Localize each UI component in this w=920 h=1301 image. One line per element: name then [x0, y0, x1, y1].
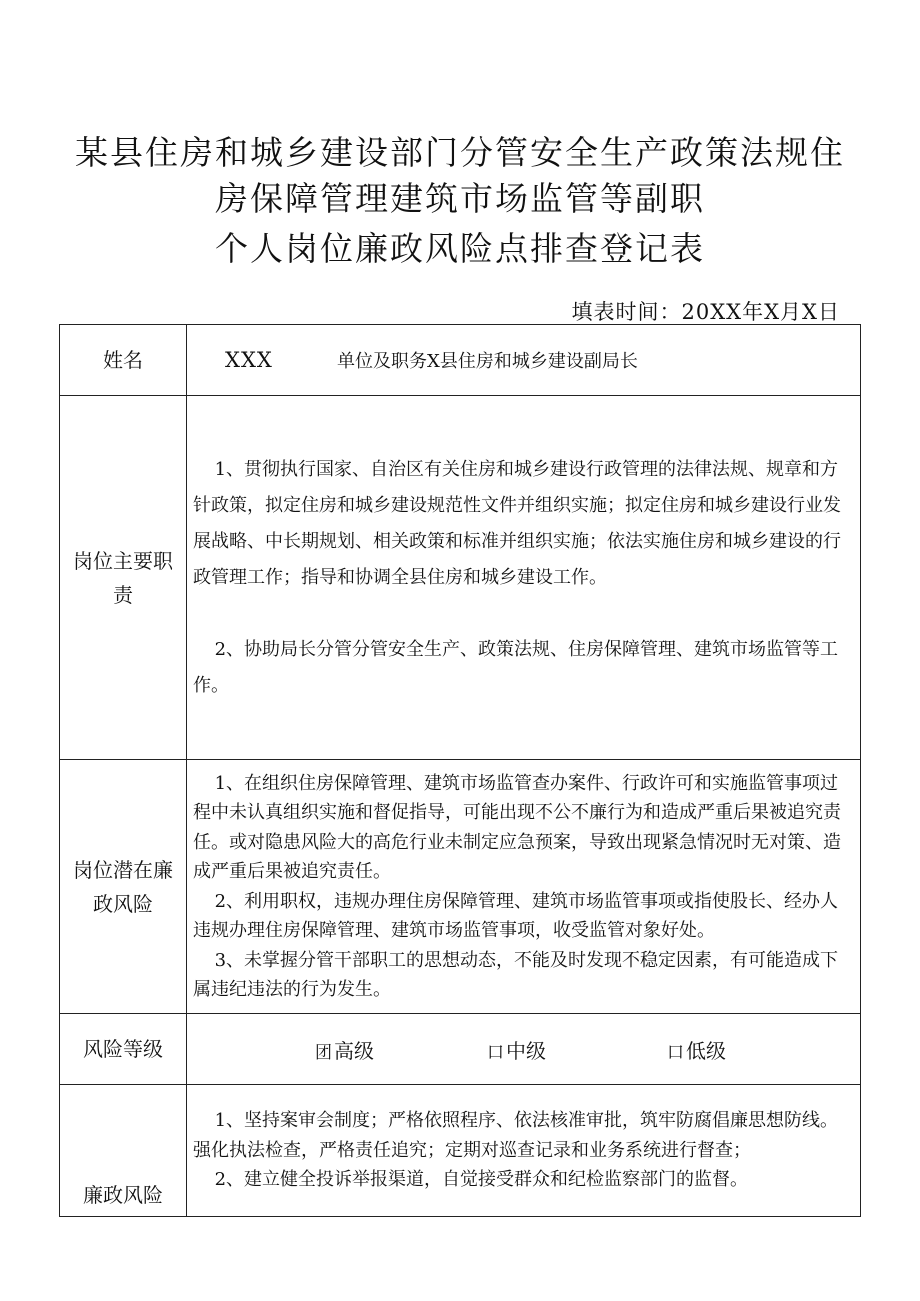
duties-label: 岗位主要职责 [60, 396, 187, 760]
name-label: 姓名 [60, 325, 187, 396]
checked-box-icon: 团 [315, 1042, 332, 1063]
checkbox-icon: 口 [667, 1042, 684, 1063]
duty-item: 2、协助局长分管分管安全生产、政策法规、住房保障管理、建筑市场监管等工作。 [193, 638, 839, 696]
risks-row [60, 760, 861, 1014]
name-value: XXX [225, 348, 273, 372]
duty-item: 1、贯彻执行国家、自治区有关住房和城乡建设行政管理的法律法规、规章和方针政策，拟定住房和城乡建设规范性文件并组织实施；拟定住房和城乡建设行业发展战略、中长期规划、相关政策和标准并组织实施；依法实施住房和城乡建设的行政管理工作；指导和协调全县住房和城乡建设工作。 [193, 458, 841, 588]
risk-level-medium[interactable] [487, 1035, 667, 1064]
risk-item: 3、未掌握分管干部职工的思想动态，不能及时发现不稳定因素，有可能造成下属违纪违法的行为发生。 [193, 949, 839, 1000]
measures-row [60, 1085, 861, 1217]
risk-level-options [187, 1014, 861, 1085]
risks-content [187, 760, 861, 1014]
risk-level-high-text: 高级 [334, 1038, 374, 1063]
document-title-line-2: 房保障管理建筑市场监管等副职 [215, 179, 705, 218]
risk-level-high[interactable] [315, 1035, 487, 1064]
risk-level-row [60, 1014, 861, 1085]
name-row [60, 325, 861, 396]
document-title-line-1: 某县住房和城乡建设部门分管安全生产政策法规住 [75, 133, 845, 172]
risk-item: 2、利用职权，违规办理住房保障管理、建筑市场监管事项或指使股长、经办人违规办理住房保障管理、建筑市场监管事项，收受监管对象好处。 [193, 890, 839, 941]
checkbox-icon: 口 [487, 1042, 504, 1063]
duties-content [187, 396, 861, 760]
duties-row [60, 396, 861, 760]
measures-content [187, 1085, 861, 1217]
risk-level-medium-text: 中级 [506, 1038, 546, 1063]
measure-item: 1、坚持案审会制度；严格依照程序、依法核准审批，筑牢防腐倡廉思想防线。强化执法检查，严格责任追究；定期对巡查记录和业务系统进行督查； [193, 1110, 839, 1161]
risk-level-low[interactable] [667, 1035, 726, 1064]
risk-level-low-text: 低级 [686, 1038, 726, 1063]
document-title-line-3: 个人岗位廉政风险点排查登记表 [215, 229, 705, 268]
risk-level-label: 风险等级 [60, 1014, 187, 1085]
unit-and-position: 单位及职务X县住房和城乡建设副局长 [337, 351, 638, 372]
fill-date: 填表时间：20XX年X月X日 [571, 300, 840, 324]
registration-table [59, 324, 861, 1217]
measures-label: 廉政风险 [60, 1085, 187, 1217]
risks-label: 岗位潜在廉政风险 [60, 760, 187, 1014]
name-cell [187, 325, 861, 396]
measure-item: 2、建立健全投诉举报渠道，自觉接受群众和纪检监察部门的监督。 [214, 1169, 749, 1191]
risk-item: 1、在组织住房保障管理、建筑市场监管查办案件、行政许可和实施监管事项过程中未认真组织实施和督促指导，可能出现不公不廉行为和造成严重后果被追究责任。或对隐患风险大的高危行业未制定应急预案，导致出现紧急情况时无对策、造成严重后果被追究责任。 [193, 772, 841, 882]
